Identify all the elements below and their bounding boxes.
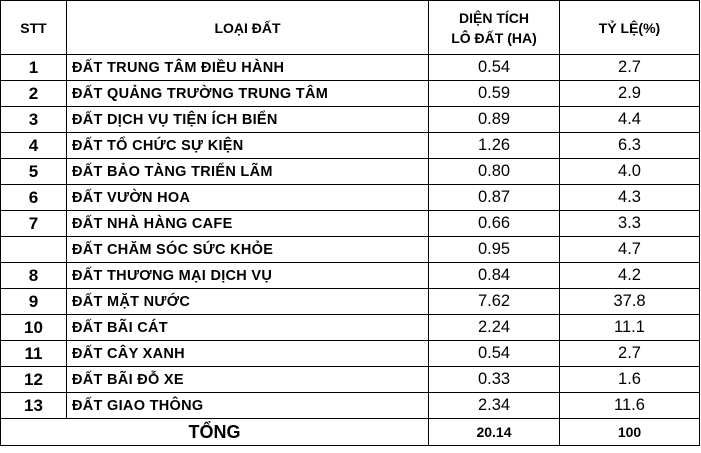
row-stt: 2 (1, 81, 67, 107)
total-area: 20.14 (429, 419, 560, 446)
table-row (1, 263, 700, 289)
row-land-type: ĐẤT TRUNG TÂM ĐIỀU HÀNH (67, 55, 429, 81)
row-stt: 11 (1, 341, 67, 367)
row-stt: 3 (1, 107, 67, 133)
row-stt: 7 (1, 211, 67, 237)
row-area: 0.33 (429, 367, 560, 393)
table-row (1, 133, 700, 159)
row-rate: 4.7 (560, 237, 700, 263)
total-row (1, 419, 700, 446)
row-rate: 4.0 (560, 159, 700, 185)
header-stt: STT (1, 1, 67, 55)
row-land-type: ĐẤT THƯƠNG MẠI DỊCH VỤ (67, 263, 429, 289)
header-area-line1: DIỆN TÍCH (459, 9, 529, 26)
row-area: 0.95 (429, 237, 560, 263)
row-stt: 10 (1, 315, 67, 341)
table-row (1, 159, 700, 185)
row-area: 0.80 (429, 159, 560, 185)
row-rate: 11.6 (560, 393, 700, 419)
table-row (1, 55, 700, 81)
table-row (1, 315, 700, 341)
row-land-type: ĐẤT BÃI CÁT (67, 315, 429, 341)
row-land-type: ĐẤT BÃI ĐỖ XE (67, 367, 429, 393)
row-area: 2.24 (429, 315, 560, 341)
row-area: 0.54 (429, 55, 560, 81)
row-area: 1.26 (429, 133, 560, 159)
table-row (1, 393, 700, 419)
row-land-type: ĐẤT CÂY XANH (67, 341, 429, 367)
header-area-line2: LÔ ĐẤT (HA) (451, 29, 537, 46)
row-land-type: ĐẤT GIAO THÔNG (67, 393, 429, 419)
row-rate: 4.4 (560, 107, 700, 133)
row-stt: 1 (1, 55, 67, 81)
row-rate: 3.3 (560, 211, 700, 237)
row-land-type: ĐẤT CHĂM SÓC SỨC KHỎE (67, 237, 429, 263)
row-rate: 37.8 (560, 289, 700, 315)
row-rate: 1.6 (560, 367, 700, 393)
header-row (1, 1, 700, 55)
row-stt: 8 (1, 263, 67, 289)
table-row (1, 81, 700, 107)
row-area: 0.59 (429, 81, 560, 107)
row-rate: 2.9 (560, 81, 700, 107)
header-area (429, 1, 560, 55)
row-stt: 6 (1, 185, 67, 211)
row-rate: 11.1 (560, 315, 700, 341)
table-row (1, 185, 700, 211)
table-header (1, 1, 700, 55)
row-land-type: ĐẤT NHÀ HÀNG CAFE (67, 211, 429, 237)
row-rate: 4.2 (560, 263, 700, 289)
total-label: TỔNG (1, 419, 429, 446)
row-area: 0.84 (429, 263, 560, 289)
row-rate: 2.7 (560, 55, 700, 81)
table-row (1, 341, 700, 367)
row-rate: 2.7 (560, 341, 700, 367)
header-land-type: LOẠI ĐẤT (67, 1, 429, 55)
table-footer (1, 419, 700, 446)
row-rate: 4.3 (560, 185, 700, 211)
row-stt: 12 (1, 367, 67, 393)
header-rate: TỶ LỆ(%) (560, 1, 700, 55)
row-area: 2.34 (429, 393, 560, 419)
table-row (1, 367, 700, 393)
row-area: 0.66 (429, 211, 560, 237)
row-area: 0.89 (429, 107, 560, 133)
table-row (1, 107, 700, 133)
row-stt: 5 (1, 159, 67, 185)
row-stt: 13 (1, 393, 67, 419)
row-land-type: ĐẤT DỊCH VỤ TIỆN ÍCH BIỂN (67, 107, 429, 133)
row-stt: 4 (1, 133, 67, 159)
table-row (1, 211, 700, 237)
row-land-type: ĐẤT BẢO TÀNG TRIỂN LÃM (67, 159, 429, 185)
row-stt (1, 237, 67, 263)
row-area: 0.87 (429, 185, 560, 211)
row-rate: 6.3 (560, 133, 700, 159)
row-land-type: ĐẤT MẶT NƯỚC (67, 289, 429, 315)
table-body (1, 55, 700, 419)
row-land-type: ĐẤT VƯỜN HOA (67, 185, 429, 211)
table-row (1, 289, 700, 315)
row-land-type: ĐẤT QUẢNG TRƯỜNG TRUNG TÂM (67, 81, 429, 107)
table-row (1, 237, 700, 263)
row-area: 0.54 (429, 341, 560, 367)
row-stt: 9 (1, 289, 67, 315)
row-land-type: ĐẤT TỔ CHỨC SỰ KIỆN (67, 133, 429, 159)
row-area: 7.62 (429, 289, 560, 315)
total-rate: 100 (560, 419, 700, 446)
